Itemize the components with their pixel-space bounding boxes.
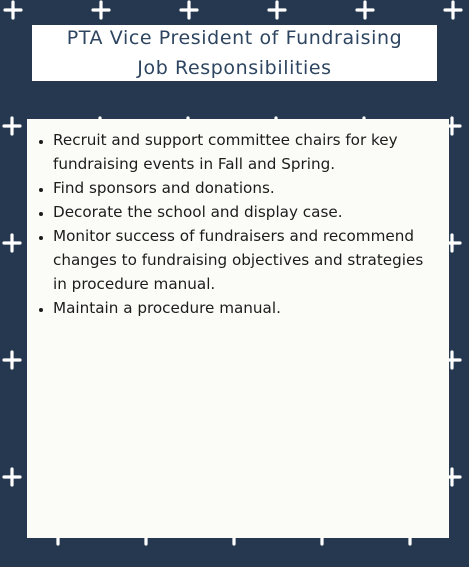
cross-plus-icon: [269, 2, 285, 18]
cross-plus-icon: [5, 2, 21, 18]
list-item: • Find sponsors and donations.: [53, 176, 431, 200]
title-banner: [32, 25, 437, 81]
cross-plus-icon: [93, 2, 109, 18]
title-line-1: PTA Vice President of Fundraising: [66, 27, 403, 49]
cross-plus-icon: [4, 118, 20, 134]
list-item: • Decorate the school and display case.: [53, 200, 431, 224]
responsibilities-list: [33, 128, 431, 320]
cross-plus-icon: [4, 235, 20, 251]
list-item: • Maintain a procedure manual.: [53, 296, 431, 320]
title-line-2: Job Responsibilities: [137, 57, 332, 79]
responsibilities-panel: [27, 119, 449, 538]
cross-plus-icon: [4, 469, 20, 485]
cross-plus-icon: [4, 352, 20, 368]
list-item: • Monitor success of fundraisers and recommend changes to fundraising objectives and strategies in procedure manual.: [53, 224, 431, 296]
list-item: • Recruit and support committee chairs for key fundraising events in Fall and Spring.: [53, 128, 431, 176]
cross-plus-icon: [181, 2, 197, 18]
cross-plus-icon: [445, 2, 461, 18]
cross-plus-icon: [357, 2, 373, 18]
